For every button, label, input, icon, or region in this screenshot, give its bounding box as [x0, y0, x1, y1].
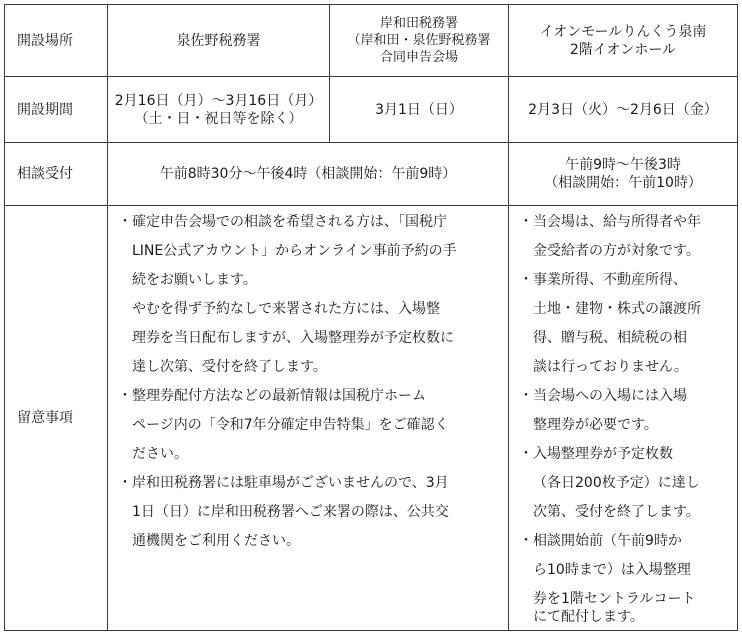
reception-hours: 午前8時30分～午後4時（相談開始：午前9時）	[159, 166, 457, 182]
note-line: 次第、受付を終了します。	[533, 504, 700, 520]
note-line: ・入場整理券が予定枚数	[519, 446, 673, 462]
row-header-reception	[5, 143, 107, 205]
row-header-notes	[5, 206, 107, 630]
venue-name-line: 岸和田税務署	[379, 16, 458, 31]
venue-name-line: イオンモールりんくう泉南	[539, 23, 707, 40]
venue-name-line: （岸和田・泉佐野税務署	[347, 33, 491, 48]
period-kishiwada	[330, 77, 508, 142]
note-line: 通機関をご利用ください。	[132, 533, 300, 549]
reception-aeon-mall	[509, 143, 737, 205]
row-header-label: 開設期間	[17, 101, 73, 118]
note-line: やむを得ず予約なしで来署された方には、入場整	[132, 301, 440, 317]
venue-name-line: 2階イオンホール	[569, 41, 677, 58]
row-header-label: 開設場所	[17, 32, 73, 49]
row-header-label: 留意事項	[17, 410, 73, 426]
notes-tax-offices	[108, 206, 508, 630]
note-line: 得、贈与税、相続税の相	[533, 330, 687, 346]
note-line: LINE公式アカウント」からオンライン事前予約の手	[132, 243, 457, 259]
period-line: 3月1日（日）	[375, 101, 463, 118]
note-line: ・当会場への入場には入場	[519, 388, 687, 404]
table-border-bottom	[4, 630, 738, 631]
note-line: ・岸和田税務署には駐車場がございませんので、3月	[118, 475, 449, 491]
note-line: にて配付します。	[533, 609, 644, 625]
reception-hours-line: 午前9時～午後3時	[565, 157, 681, 173]
row-header-venue	[5, 5, 107, 76]
note-line: ら10時まで）は入場整理	[533, 562, 691, 578]
note-line: ページ内の「令和7年分確定申告特集」をご確認く	[132, 417, 449, 433]
period-izumisano	[108, 77, 329, 142]
period-line: 2月16日（月）～3月16日（月）	[114, 92, 323, 109]
note-line: ・事業所得、不動産所得、	[519, 272, 687, 288]
note-line: 整理券が必要です。	[533, 417, 658, 433]
venue-kishiwada	[330, 5, 508, 76]
note-line: ・相談開始前（午前9時か	[519, 533, 682, 549]
period-line: （土・日・祝日等を除く）	[134, 110, 303, 127]
reception-tax-offices	[108, 143, 508, 205]
table-border-right	[737, 4, 738, 631]
note-line: 達し次第、受付を終了します。	[132, 359, 327, 375]
venue-name: 泉佐野税務署	[176, 32, 261, 49]
note-line: 続をお願いします。	[132, 272, 257, 288]
reception-hours-line: （相談開始：午前10時）	[544, 175, 702, 191]
notes-aeon-mall	[509, 206, 737, 630]
note-line: ・当会場は、給与所得者や年	[519, 214, 701, 230]
row-header-label: 相談受付	[17, 166, 73, 182]
venue-aeon-mall	[509, 5, 737, 76]
note-line: ださい。	[132, 446, 188, 462]
note-line: （各日200枚予定）に達し	[533, 475, 700, 491]
period-line: 2月3日（火）～2月6日（金）	[528, 101, 718, 118]
note-line: 1日（日）に岸和田税務署へご来署の際は、公共交	[132, 504, 449, 520]
note-line: 土地・建物・株式の譲渡所	[533, 301, 701, 317]
note-line: ・確定申告会場での相談を希望される方は、「国税庁	[118, 214, 447, 230]
row-header-period	[5, 77, 107, 142]
venue-izumisano	[108, 5, 329, 76]
period-aeon-mall	[509, 77, 737, 142]
note-line: 談は行っておりません。	[533, 359, 688, 375]
venue-name-line: 合同申告会場	[379, 50, 458, 65]
note-line: 券を1階セントラルコート	[533, 591, 696, 607]
note-line: 理券を当日配布しますが、入場整理券が予定枚数に	[132, 330, 454, 346]
note-line: 金受給者の方が対象です。	[533, 243, 700, 259]
note-line: ・整理券配付方法などの最新情報は国税庁ホーム	[118, 388, 426, 404]
